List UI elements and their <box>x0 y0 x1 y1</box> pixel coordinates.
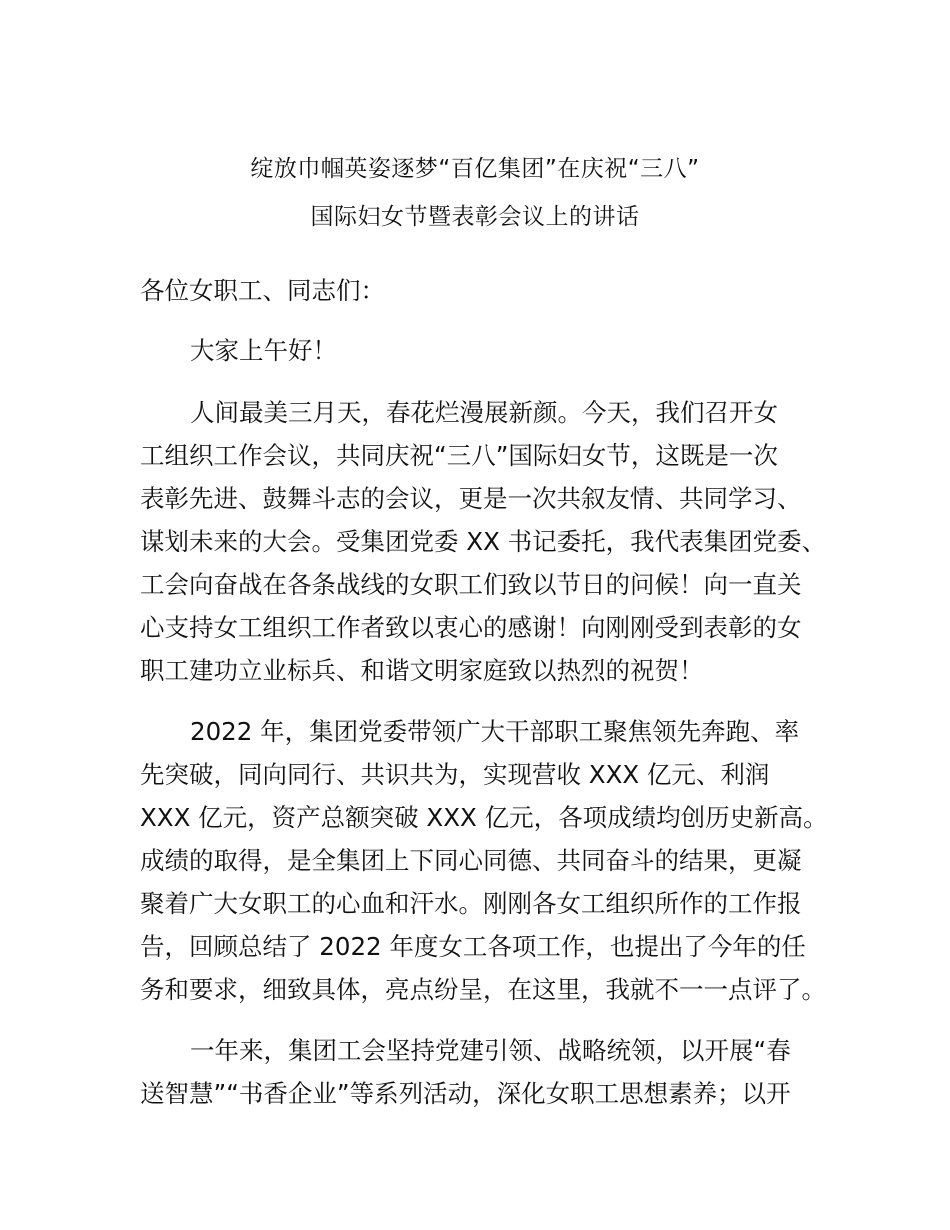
paragraph-2-line-5: 聚着广大女职工的心血和汗水。刚刚各女工组织所作的工作报 <box>140 889 802 918</box>
paragraph-3-line-1: 一年来，集团工会坚持党建引领、战略统领，以开展“春 <box>190 1036 791 1065</box>
paragraph-1-line-5: 工会向奋战在各条战线的女职工们致以节日的问候！向一直关 <box>140 570 802 599</box>
paragraph-2-line-1: 2022 年，集团党委带领广大干部职工聚焦领先奔跑、率 <box>190 717 800 746</box>
paragraph-2-line-6: 告，回顾总结了 2022 年度女工各项工作，也提出了今年的任 <box>140 932 806 961</box>
document-title-line-1: 绽放巾帼英姿逐梦“百亿集团”在庆祝“三八” <box>250 156 700 182</box>
paragraph-3-line-2: 送智慧”“书香企业”等系列活动，深化女职工思想素养；以开 <box>140 1079 791 1108</box>
paragraph-1-line-2: 工组织工作会议，共同庆祝“三八”国际妇女节，这既是一次 <box>140 441 778 470</box>
paragraph-2-line-2: 先突破，同向同行、共识共为，实现营收 XXX 亿元、利润 <box>140 760 770 789</box>
paragraph-2-line-4: 成绩的取得，是全集团上下同心同德、共同奋斗的结果，更凝 <box>140 846 802 875</box>
paragraph-1-line-7: 职工建功立业标兵、和谐文明家庭致以热烈的祝贺！ <box>140 656 704 685</box>
paragraph-1-line-6: 心支持女工组织工作者致以衷心的感谢！向刚刚受到表彰的女 <box>140 613 802 642</box>
paragraph-2-line-7: 务和要求，细致具体，亮点纷呈，在这里，我就不一一点评了。 <box>140 975 826 1004</box>
paragraph-1-line-1: 人间最美三月天，春花烂漫展新颜。今天，我们召开女 <box>190 398 778 427</box>
document-title-line-2: 国际妇女节暨表彰会议上的讲话 <box>310 204 640 230</box>
paragraph-1-line-4: 谋划未来的大会。受集团党委 XX 书记委托，我代表集团党委、 <box>140 527 827 556</box>
paragraph-2-line-3: XXX 亿元，资产总额突破 XXX 亿元，各项成绩均创历史新高。 <box>140 803 828 832</box>
salutation: 各位女职工、同志们： <box>140 276 385 305</box>
paragraph-1-line-3: 表彰先进、鼓舞斗志的会议，更是一次共叙友情、共同学习、 <box>140 484 802 513</box>
greeting: 大家上午好！ <box>190 336 337 365</box>
